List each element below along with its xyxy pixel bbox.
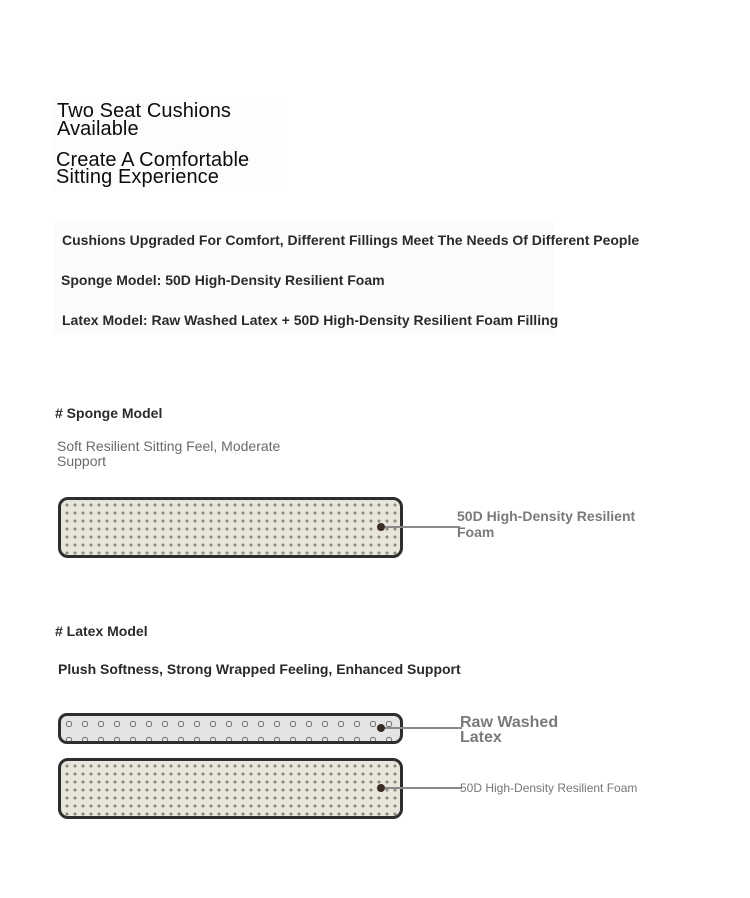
latex-desc: Plush Softness, Strong Wrapped Feeling, Enhanced Support <box>58 661 461 677</box>
latex-foam-pointer-line <box>385 787 462 789</box>
latex-foam-cushion <box>58 758 403 819</box>
intro-line-1: Cushions Upgraded For Comfort, Different Fillings Meet The Needs Of Different People <box>62 232 640 248</box>
latex-pointer-dot <box>377 724 385 732</box>
sponge-desc-line-1: Soft Resilient Sitting Feel, Moderate <box>57 438 281 454</box>
sponge-foam-cushion <box>58 497 403 558</box>
sponge-foam-label-line-2: Foam <box>457 524 495 540</box>
latex-pointer-line <box>385 727 462 729</box>
latex-foam-label: 50D High-Density Resilient Foam <box>460 781 638 795</box>
sponge-foam-label-line-1: 50D High-Density Resilient <box>457 508 636 524</box>
heading-line-4: Sitting Experience <box>56 166 220 188</box>
heading-line-3: Create A Comfortable <box>56 149 250 171</box>
sponge-foam-pointer-dot <box>377 523 385 531</box>
latex-foam-pointer-dot <box>377 784 385 792</box>
intro-line-3: Latex Model: Raw Washed Latex + 50D High-Density Resilient Foam Filling <box>62 312 559 328</box>
latex-layer-cushion <box>58 713 403 744</box>
sponge-desc-line-2: Support <box>57 453 107 469</box>
latex-label-line-1: Raw Washed <box>460 714 559 731</box>
intro-line-2: Sponge Model: 50D High-Density Resilient Foam <box>61 272 385 288</box>
latex-heading: # Latex Model <box>55 623 148 639</box>
heading-line-2: Available <box>57 118 139 140</box>
latex-label-line-2: Latex <box>460 729 502 746</box>
sponge-heading: # Sponge Model <box>55 405 163 421</box>
heading-line-1: Two Seat Cushions <box>57 100 232 122</box>
sponge-foam-pointer-line <box>385 526 460 528</box>
